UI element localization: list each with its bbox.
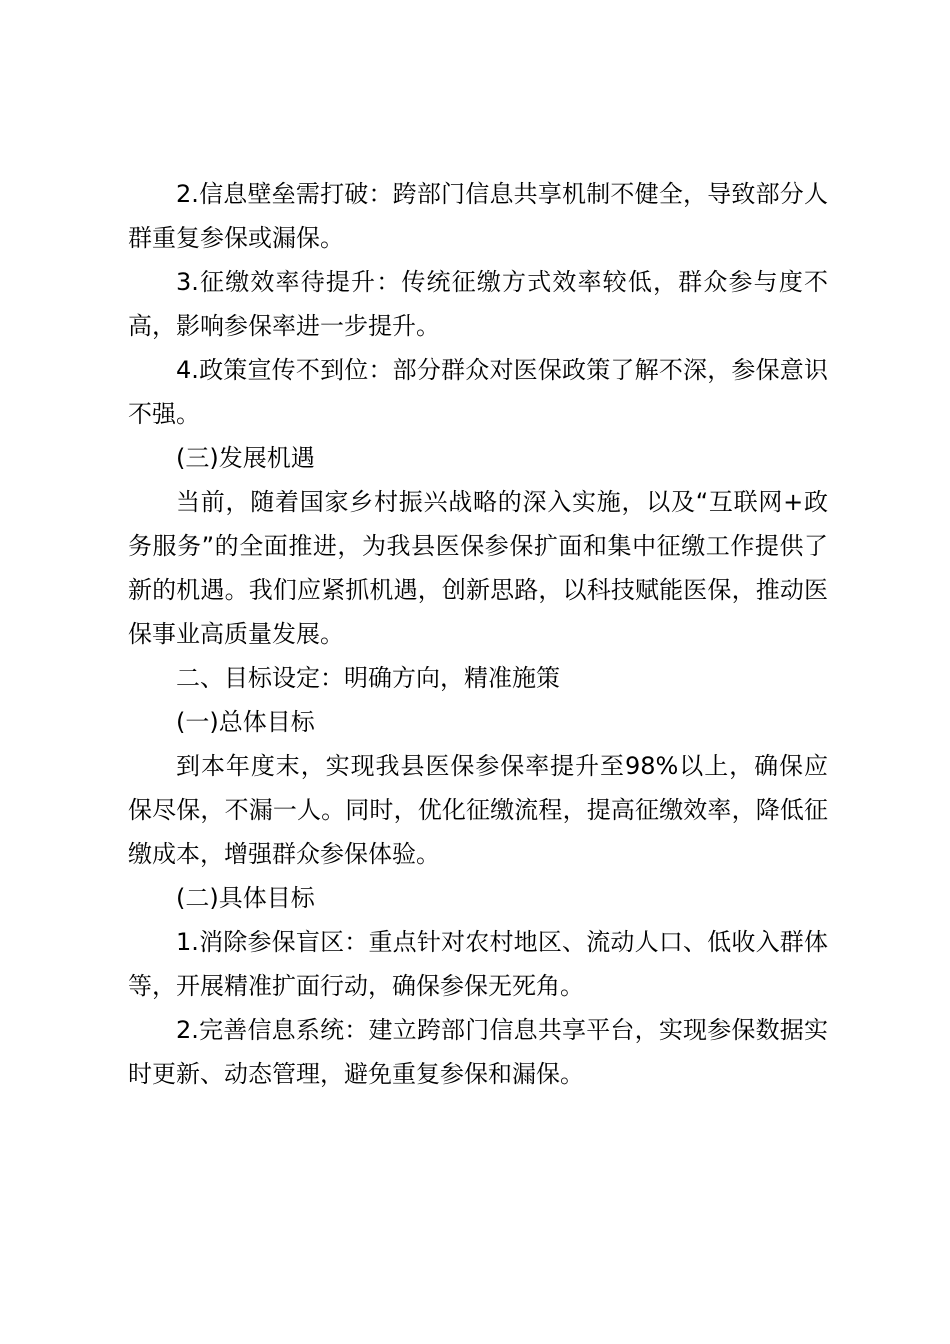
paragraph-policy-publicity: 4.政策宣传不到位：部分群众对医保政策了解不深，参保意识不强。 xyxy=(128,356,828,428)
subheading-specific-goals: (二)具体目标 xyxy=(176,884,315,912)
paragraph-collection-efficiency: 3.征缴效率待提升：传统征缴方式效率较低，群众参与度不高，影响参保率进一步提升。 xyxy=(128,268,828,340)
paragraph-improve-info-system: 2.完善信息系统：建立跨部门信息共享平台，实现参保数据实时更新、动态管理，避免重复参保和漏保。 xyxy=(128,1016,828,1088)
document-body xyxy=(128,172,828,1096)
paragraph-eliminate-blind-spots: 1.消除参保盲区：重点针对农村地区、流动人口、低收入群体等，开展精准扩面行动，确保参保无死角。 xyxy=(128,928,828,1000)
subheading-opportunities: (三)发展机遇 xyxy=(176,444,315,472)
paragraph-info-barrier: 2.信息壁垒需打破：跨部门信息共享机制不健全，导致部分人群重复参保或漏保。 xyxy=(128,180,828,252)
paragraph-opportunities: 当前，随着国家乡村振兴战略的深入实施，以及“互联网+政务服务”的全面推进，为我县医保参保扩面和集中征缴工作提供了新的机遇。我们应紧抓机遇，创新思路，以科技赋能医保，推动医保事业高质量发展。 xyxy=(128,488,828,648)
section-heading-goals: 二、目标设定：明确方向，精准施策 xyxy=(176,664,560,692)
subheading-overall-goal: (一)总体目标 xyxy=(176,708,315,736)
paragraph-overall-goal: 到本年度末，实现我县医保参保率提升至98%以上，确保应保尽保，不漏一人。同时，优化征缴流程，提高征缴效率，降低征缴成本，增强群众参保体验。 xyxy=(128,752,828,868)
